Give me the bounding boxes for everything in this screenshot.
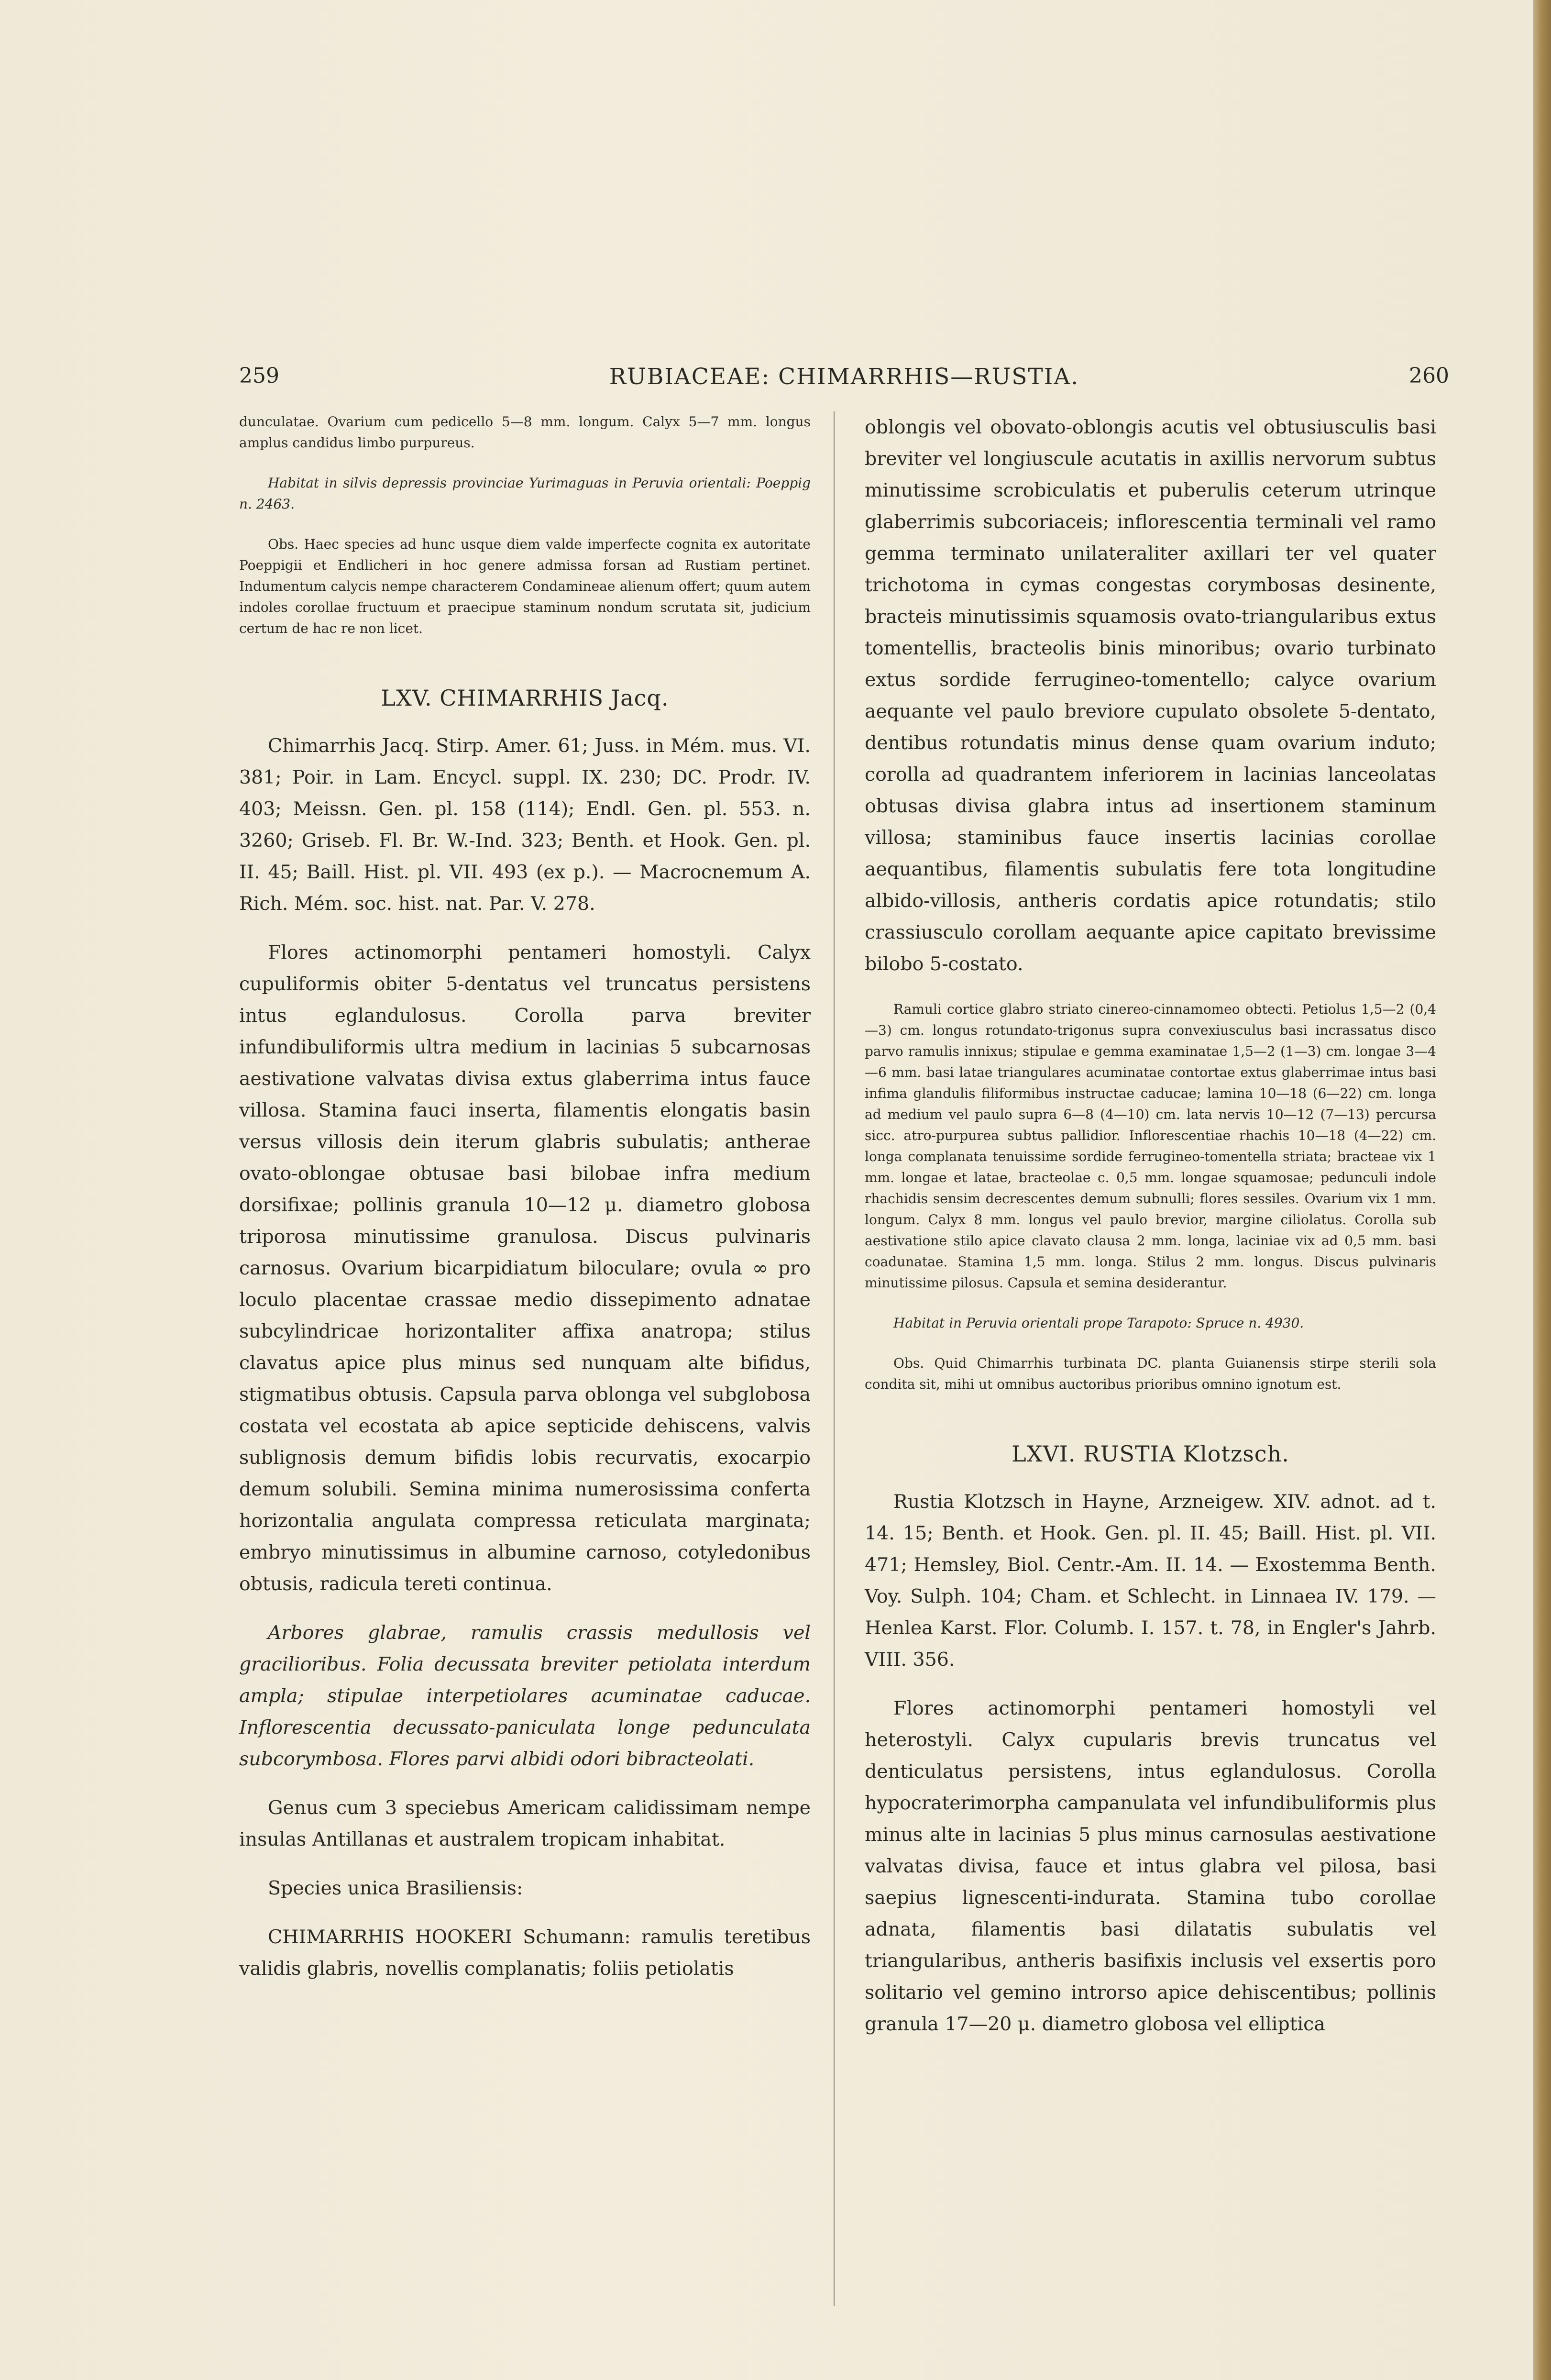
genus-synonymy: Chimarrhis Jacq. Stirp. Amer. 61; Juss. in Mém. mus. VI. 381; Poir. in Lam. Encycl. suppl. IX. 230; DC. Prodr. IV. 403; Meissn. Gen. pl. 158 (114); Endl. Gen. pl. 553. n. 3260; Griseb. Fl. Br. W.-Ind. 323; Benth. et Hook. Gen. pl. II. 45; Baill. Hist. pl. VII. 493 (ex p.). — Macrocnemum A. Rich. Mém. soc. hist. nat. Par. V. 278. <box>239 735 811 915</box>
genus-heading-rustia: LXVI. RUSTIA Klotzsch. <box>1012 1441 1289 1467</box>
species-description-continued: oblongis vel obovato-oblongis acutis vel obtusiusculis basi breviter vel longiuscule acutatis in axillis nervorum subtus minutissime scrobiculatis et puberulis ceterum utrinque glaberrimis subcoriaceis; inflorescentia terminali vel ramo gemma terminato unilateraliter axillari ter vel quater trichotoma in cymas congestas corymbosas desinente, bracteis minutissimis squamosis ovato-triangularibus extus tomentellis, bracteolis binis minoribus; ovario turbinato extus sordide ferrugineo-tomentello; calyce ovarium aequante vel paulo breviore cupulato obsolete 5-dentato, dentibus rotundatis minus dense quam ovarium induto; corolla ad quadrantem inferiorem in lacinias lanceolatas obtusas divisa glabra intus ad insertionem staminum villosa; staminibus fauce insertis lacinias corollae aequantibus, filamentis subulatis fere tota longitudine albido-villosis, antheris cordatis apice rotundatis; stilo crassiusculo corollam aequante apice capitato brevissime bilobo 5-costato. <box>865 416 1436 975</box>
observation-note-right: Obs. Quid Chimarrhis turbinata DC. planta Guianensis stirpe sterili sola condita sit, mihi ut omnibus auctoribus prioribus omnino ignotum est. <box>865 1355 1436 1392</box>
habitat-note-right: Habitat in Peruvia orientali prope Tarapoto: Spruce n. 4930. <box>893 1315 1304 1331</box>
running-header <box>239 364 1449 397</box>
genus-synonymy-rustia: Rustia Klotzsch in Hayne, Arzneigew. XIV. adnot. ad t. 14. 15; Benth. et Hook. Gen. pl. II. 45; Baill. Hist. pl. VII. 471; Hemsley, Biol. Centr.-Am. II. 14. — Exostemma Benth. Voy. Sulph. 104; Cham. et Schlecht. in Linnaea IV. 179. — Henlea Karst. Flor. Columb. I. 157. t. 78, in Engler's Jahrb. VIII. 356. <box>865 1491 1436 1671</box>
page-number-right: 260 <box>1409 364 1449 388</box>
page-number-left: 259 <box>239 364 279 388</box>
continued-description: dunculatae. Ovarium cum pedicello 5—8 mm. longum. Calyx 5—7 mm. longus amplus candidus limbo purpureus. <box>239 414 811 451</box>
distribution-note: Genus cum 3 speciebus Americam calidissimam nempe insulas Antillanas et australem tropicam inhabitat. <box>239 1797 811 1850</box>
right-column <box>865 411 1436 2040</box>
left-column <box>239 411 811 1984</box>
observation-note: Obs. Haec species ad hunc usque diem valde imperfecte cognita ex autoritate Poeppigii et Endlicheri in hoc genere admissa forsan ad Rustiam pertinet. Indumentum calycis nempe characterem Condamineae alienum offert; quum autem indoles corollae fructuum et praecipue staminum nondum scrutata sit, judicium certum de hac re non licet. <box>239 536 811 636</box>
habitat-note: Habitat in silvis depressis provinciae Yurimaguas in Peruvia orientali: Poeppig n. 2463. <box>239 475 811 512</box>
genus-description-rustia: Flores actinomorphi pentameri homostyli vel heterostyli. Calyx cupularis brevis truncatus vel denticulatus persistens, intus eglandulosus. Corolla hypocraterimorpha campanulata vel infundibuliformis plus minus alte in lacinias 5 plus minus carnosulas aestivatione valvatas divisa, fauce et intus glabra vel pilosa, basi saepius lignescenti-indurata. Stamina tubo corollae adnata, filamentis basi dilatatis subulatis vel triangularibus, antheris basifixis inclusis vel exsertis poro solitario vel gemino introrso apice dehiscentibus; pollinis granula 17—20 μ. diametro globosa vel elliptica <box>865 1697 1436 2035</box>
species-description: CHIMARRHIS HOOKERI Schumann: ramulis teretibus validis glabris, novellis complanatis; foliis petiolatis <box>239 1926 811 1980</box>
genus-description: Flores actinomorphi pentameri homostyli. Calyx cupuliformis obiter 5-dentatus vel truncatus persistens intus eglandulosus. Corolla parva breviter infundibuliformis ultra medium in lacinias 5 subcarnosas aestivatione valvatas divisa extus glaberrima intus fauce villosa. Stamina fauci inserta, filamentis elongatis basin versus villosis dein iterum glabris subulatis; antherae ovato-oblongae obtusae basi bilobae infra medium dorsifixae; pollinis granula 10—12 μ. diametro globosa triporosa minutissime granulosa. Discus pulvinaris carnosus. Ovarium bicarpidiatum biloculare; ovula ∞ pro loculo placentae crassae medio dissepimento adnatae subcylindricae horizontaliter affixa anatropa; stilus clavatus apice plus minus sed nunquam alte bifidus, stigmatibus obtusis. Capsula parva oblonga vel subglobosa costata vel ecostata ab apice septicide dehiscens, valvis sublignosis demum bifidis lobis recurvatis, exocarpio demum solubili. Semina minima numerosissima conferta horizontalia angulata compressa reticulata marginata; embryo minutissimus in albumine carnoso, cotyledonibus obtusis, radicula tereti continua. <box>239 941 811 1595</box>
genus-heading-chimarrhis: LXV. CHIMARRHIS Jacq. <box>381 685 669 711</box>
species-intro: Species unica Brasiliensis: <box>268 1877 523 1899</box>
measurements-note: Ramuli cortice glabro striato cinereo-cinnamomeo obtecti. Petiolus 1,5—2 (0,4—3) cm. longus rotundato-trigonus supra convexiusculus basi incrassatus disco parvo ramulis innixus; stipulae e gemma examinatae 1,5—2 (1—3) cm. longae 3—4—6 mm. basi latae triangulares acuminatae contortae extus glaberrimae intus basi infima glandulis filiformibus instructae caducae; lamina 10—18 (6—22) cm. longa ad medium vel paulo supra 6—8 (4—10) cm. lata nervis 10—12 (7—13) percursa sicc. atro-purpurea subtus pallidior. Inflorescentiae rhachis 10—18 (4—22) cm. longa complanata tenuissime sordide ferrugineo-tomentella striata; bracteae vix 1 mm. longae et latae, bracteolae c. 0,5 mm. longae squamosae; pedunculi indole rhachidis sensim decrescentes demum subnulli; flores sessiles. Ovarium vix 1 mm. longum. Calyx 8 mm. longus vel paulo brevior, margine ciliolatus. Corolla sub aestivatione stilo apice clavato clausa 2 mm. longa, laciniae vix ad 0,5 mm. basi coadunatae. Stamina 1,5 mm. longa. Stilus 2 mm. longus. Discus pulvinaris minutissime pilosus. Capsula et semina desiderantur. <box>865 1001 1436 1291</box>
book-spine-edge <box>1533 0 1551 2380</box>
habit-description: Arbores glabrae, ramulis crassis medullosis vel gracilioribus. Folia decussata breviter petiolata interdum ampla; stipulae interpetiolares acuminatae caducae. Inflorescentia decussato-paniculata longe pedunculata subcorymbosa. Flores parvi albidi odori bibracteolati. <box>239 1622 811 1770</box>
column-divider <box>834 411 835 2306</box>
running-title: RUBIACEAE: CHIMARRHIS—RUSTIA. <box>609 364 1079 390</box>
